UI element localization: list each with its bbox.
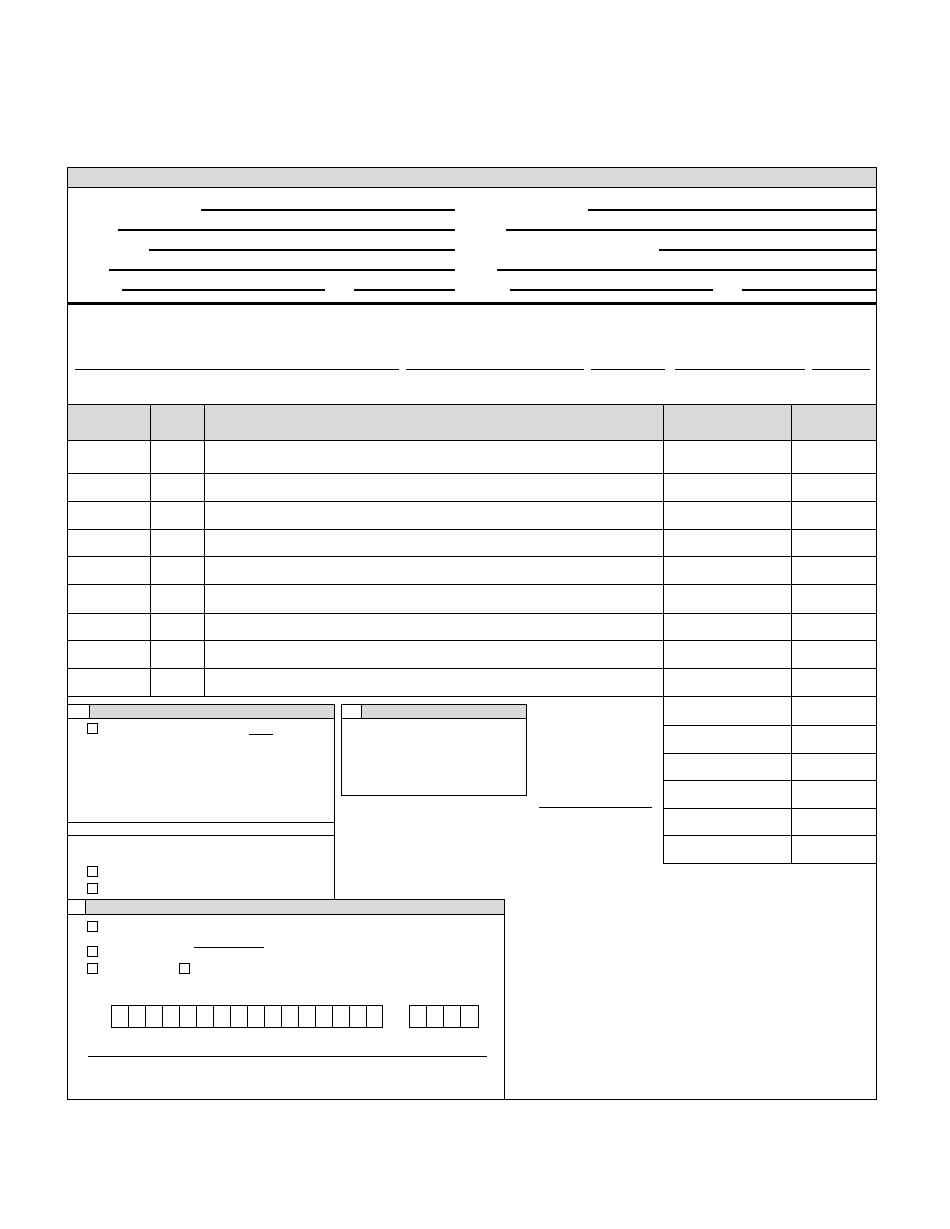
totals-row bbox=[663, 863, 877, 864]
table-col-divider bbox=[663, 404, 664, 863]
totals-row bbox=[663, 753, 877, 754]
left-field-line-5b[interactable] bbox=[354, 289, 455, 291]
right-field-line-2[interactable] bbox=[506, 229, 877, 231]
card-option-checkbox-2[interactable] bbox=[87, 946, 98, 957]
order-field-line-3[interactable] bbox=[591, 369, 665, 370]
header-bar bbox=[68, 168, 876, 188]
table-col-divider bbox=[204, 404, 205, 696]
left-field-line-1[interactable] bbox=[201, 209, 455, 211]
left-field-line-3[interactable] bbox=[149, 249, 455, 251]
order-field-line-4[interactable] bbox=[675, 369, 805, 370]
expiry-digit-box[interactable] bbox=[461, 1006, 478, 1028]
left-field-line-5a[interactable] bbox=[122, 289, 325, 291]
card-digit-box[interactable] bbox=[197, 1006, 214, 1028]
card-digit-box[interactable] bbox=[214, 1006, 231, 1028]
table-row bbox=[67, 668, 877, 669]
middle-field-line[interactable] bbox=[539, 807, 652, 808]
table-row bbox=[67, 501, 877, 502]
order-field-line-5[interactable] bbox=[812, 369, 870, 370]
table-row bbox=[67, 696, 877, 697]
left-field-line-4[interactable] bbox=[109, 269, 455, 271]
right-field-line-5b[interactable] bbox=[742, 289, 877, 291]
payment-method-number-cell bbox=[68, 705, 89, 719]
card-digit-box[interactable] bbox=[146, 1006, 163, 1028]
table-col-divider bbox=[150, 404, 151, 696]
order-field-line-1[interactable] bbox=[75, 369, 399, 370]
right-field-line-1[interactable] bbox=[588, 209, 877, 211]
table-row bbox=[67, 584, 877, 585]
payment-method-title-bar bbox=[89, 705, 334, 719]
table-row bbox=[67, 640, 877, 641]
card-option-checkbox-3[interactable] bbox=[87, 963, 98, 974]
totals-row bbox=[663, 808, 877, 809]
payment-subdivider bbox=[68, 822, 334, 836]
payment-option-checkbox-2[interactable] bbox=[87, 866, 98, 877]
table-row bbox=[67, 556, 877, 557]
card-number-cell bbox=[68, 900, 86, 915]
card-digit-box[interactable] bbox=[316, 1006, 333, 1028]
card-digit-box[interactable] bbox=[333, 1006, 350, 1028]
card-option-checkbox-4[interactable] bbox=[179, 963, 190, 974]
left-field-line-2[interactable] bbox=[118, 229, 455, 231]
payment-option-checkbox-3[interactable] bbox=[87, 883, 98, 894]
card-box bbox=[67, 899, 505, 1100]
card-option-checkbox-1[interactable] bbox=[87, 921, 98, 932]
payment-option-checkbox-1[interactable] bbox=[87, 723, 98, 734]
card-digit-box[interactable] bbox=[112, 1006, 129, 1028]
expiry-digit-box[interactable] bbox=[444, 1006, 461, 1028]
card-digit-box[interactable] bbox=[129, 1006, 146, 1028]
table-col-divider bbox=[791, 404, 792, 863]
payment-option-line[interactable] bbox=[249, 734, 273, 735]
right-field-line-5a[interactable] bbox=[510, 289, 713, 291]
card-digit-box[interactable] bbox=[163, 1006, 180, 1028]
card-digit-box[interactable] bbox=[299, 1006, 316, 1028]
totals-row bbox=[663, 725, 877, 726]
card-digit-box[interactable] bbox=[282, 1006, 299, 1028]
totals-row bbox=[663, 835, 877, 836]
table-row bbox=[67, 613, 877, 614]
right-field-line-3[interactable] bbox=[659, 249, 877, 251]
card-digit-box[interactable] bbox=[248, 1006, 265, 1028]
card-title-bar bbox=[86, 900, 504, 915]
card-digit-box[interactable] bbox=[350, 1006, 367, 1028]
expiry-digit-box[interactable] bbox=[410, 1006, 427, 1028]
section-divider bbox=[67, 302, 877, 305]
card-option-line[interactable] bbox=[194, 947, 264, 948]
card-signature-line[interactable] bbox=[88, 1056, 487, 1057]
card-digit-box[interactable] bbox=[180, 1006, 197, 1028]
table-row bbox=[67, 473, 877, 474]
right-field-line-4[interactable] bbox=[497, 269, 877, 271]
card-number-input[interactable] bbox=[111, 1005, 383, 1028]
table-header bbox=[68, 404, 876, 441]
notes-number-cell bbox=[342, 705, 362, 719]
table-row bbox=[67, 529, 877, 530]
card-digit-box[interactable] bbox=[265, 1006, 282, 1028]
expiry-digit-box[interactable] bbox=[427, 1006, 444, 1028]
notes-title-bar bbox=[362, 705, 526, 719]
notes-box bbox=[341, 704, 527, 796]
card-digit-box[interactable] bbox=[231, 1006, 248, 1028]
totals-row bbox=[663, 780, 877, 781]
order-field-line-2[interactable] bbox=[406, 369, 584, 370]
card-digit-box[interactable] bbox=[367, 1006, 384, 1028]
card-expiry-input[interactable] bbox=[409, 1005, 479, 1028]
payment-method-box bbox=[67, 704, 335, 900]
